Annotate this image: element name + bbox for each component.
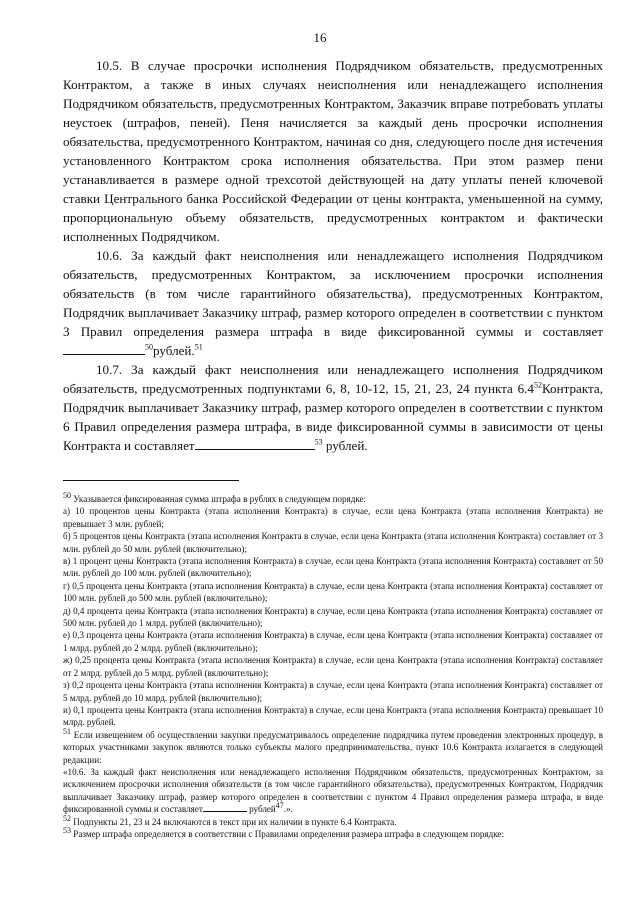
footnote-item: е) 0,3 процента цены Контракта (этапа исполнения Контракта) в случае, если цена Контракта (этапа исполнения Контракта) составляет от 1 млрд. рублей до 2 млрд. рублей (включительно);: [63, 630, 603, 653]
footnote-ref-52: 52: [533, 380, 542, 390]
footnote-50: $^{50}$ Указывается фиксированная сумма штрафа в рублях в следующем порядке:: [63, 490, 367, 504]
footnote-51: $^{51}$ Если извещением об осуществлении закупки предусматривалось определение подрядчика путем проведения электронных процедур, в которых участниками закупок являются только субъекты малого предпринимательства, пункт 10.6 Контракта излагается в следующей редакции:: [63, 726, 603, 765]
footnote-item: ж) 0,25 процента цены Контракта (этапа исполнения Контракта) в случае, если цена Контракта (этапа исполнения Контракта) составляет от 2 млрд. рублей до 5 млрд. рублей (включительно);: [63, 655, 603, 678]
footnote-item: з) 0,2 процента цены Контракта (этапа исполнения Контракта) в случае, если цена Контракта (этапа исполнения Контракта) составляет от 5 млрд. рублей до 10 млрд. рублей (включительно);: [63, 680, 603, 703]
footnote-ref-53: 53: [314, 437, 323, 447]
footnote-51-quote: «10.6. За каждый факт неисполнения или ненадлежащего исполнения Подрядчиком обязательств, предусмотренных Контрактом, за исключением просрочки исполнения обязательств (в том числе гарантийного обязательства), предусмотренных Контрактом, Подрядчик выплачивает Заказчику штраф, размер которого определен в соответствии с пунктом 4 Правил определения размера штрафа, в виде фиксированной суммы и составляет рублей$^{47}$.».: [63, 766, 603, 815]
footnote-item: г) 0,5 процента цены Контракта (этапа исполнения Контракта) в случае, если цена Контракта (этапа исполнения Контракта) составляет от 100 млн. рублей до 500 млн. рублей (включительно);: [63, 580, 603, 604]
footnotes: [63, 490, 603, 840]
clause-10-6: 10.6. За каждый факт неисполнения или ненадлежащего исполнения Подрядчиком обязательств, предусмотренных Контрактом, за исключением просрочки исполнения обязательств (в том числе гарантийного обязательства), предусмотренных Контрактом, Подрядчик выплачивает Заказчику штраф, размер которого определен в соответствии с пунктом 3 Правил определения размера штрафа в виде фиксированной суммы и составляет $^{50}$рублей.$^{51}$: [63, 248, 603, 358]
footnote-item: б) 5 процентов цены Контракта (этапа исполнения Контракта в случае, если цена Контракта (этапа исполнения Контракта) составляет от 3 млн. рублей до 50 млн. рублей (включительно);: [63, 531, 603, 554]
footnote-ref-50: 50: [145, 342, 153, 352]
clause-10-5: 10.5. В случае просрочки исполнения Подрядчиком обязательств, предусмотренных Контрактом, а также в иных случаях неисполнения или ненадлежащего исполнения Подрядчиком обязательств, предусмотренных Контрактом, Заказчик вправе потребовать уплаты неустоек (штрафов, пеней). Пеня начисляется за каждый день просрочки исполнения обязательства, предусмотренного Контрактом, начиная со дня, следующего после дня истечения установленного Контрактом срока исполнения обязательства. При этом размер пени устанавливается в размере одной трехсотой действующей на дату уплаты пеней ключевой ставки Центрального банка Российской Федерации от цены контракта, уменьшенной на сумму, пропорциональную объему обязательств, предусмотренных контрактом и фактически исполненных Подрядчиком.: [63, 58, 603, 244]
main-text: [63, 56, 603, 455]
footnote-ref-51: 51: [194, 342, 203, 352]
footnote-separator: [63, 480, 239, 481]
footnote-52: $^{52}$ Подпункты 21, 23 и 24 включаются в текст при их наличии в пункте 6.4 Контракта.: [63, 813, 397, 827]
page-number: 16: [313, 30, 327, 45]
footnote-item: а) 10 процентов цены Контракта (этапа исполнения Контракта) в случае, если цена Контракта (этапа исполнения Контракта) не превышает 3 млн. рублей;: [63, 506, 603, 529]
footnote-item: д) 0,4 процента цены Контракта (этапа исполнения Контракта) в случае, если цена Контракта (этапа исполнения Контракта) составляет от 500 млн. рублей до 1 млрд. рублей (включительно);: [63, 605, 603, 629]
amount-blank: [203, 803, 247, 812]
footnote-item: в) 1 процент цены Контракта (этапа исполнения Контракта) в случае, если цена Контракта (этапа исполнения Контракта) составляет от 50 млн. рублей до 100 млн. рублей (включительно);: [63, 556, 603, 579]
clause-10-7: 10.7. За каждый факт неисполнения или ненадлежащего исполнения Подрядчиком обязательств, предусмотренных подпунктами 6, 8, 10-12, 15, 21, 23, 24 пункта $6.4^{52}Контракта$, Подрядчик выплачивает Заказчику штраф, размер которого определен в соответствии с пунктом 6 Правил определения размера штрафа, в виде фиксированной суммы в зависимости от цены Контракта и составляет $^{53}$ рублей.: [63, 362, 603, 453]
amount-blank: [63, 342, 145, 355]
amount-blank: [195, 437, 315, 450]
footnote-item: и) 0,1 процента цены Контракта (этапа исполнения Контракта) в случае, если цена Контракта (этапа исполнения Контракта) превышает 10 млрд. рублей.: [63, 704, 603, 728]
footnote-53: $^{53}$ Размер штрафа определяется в соответствии с Правилами определения размера штрафа в следующем порядке:: [63, 825, 504, 839]
